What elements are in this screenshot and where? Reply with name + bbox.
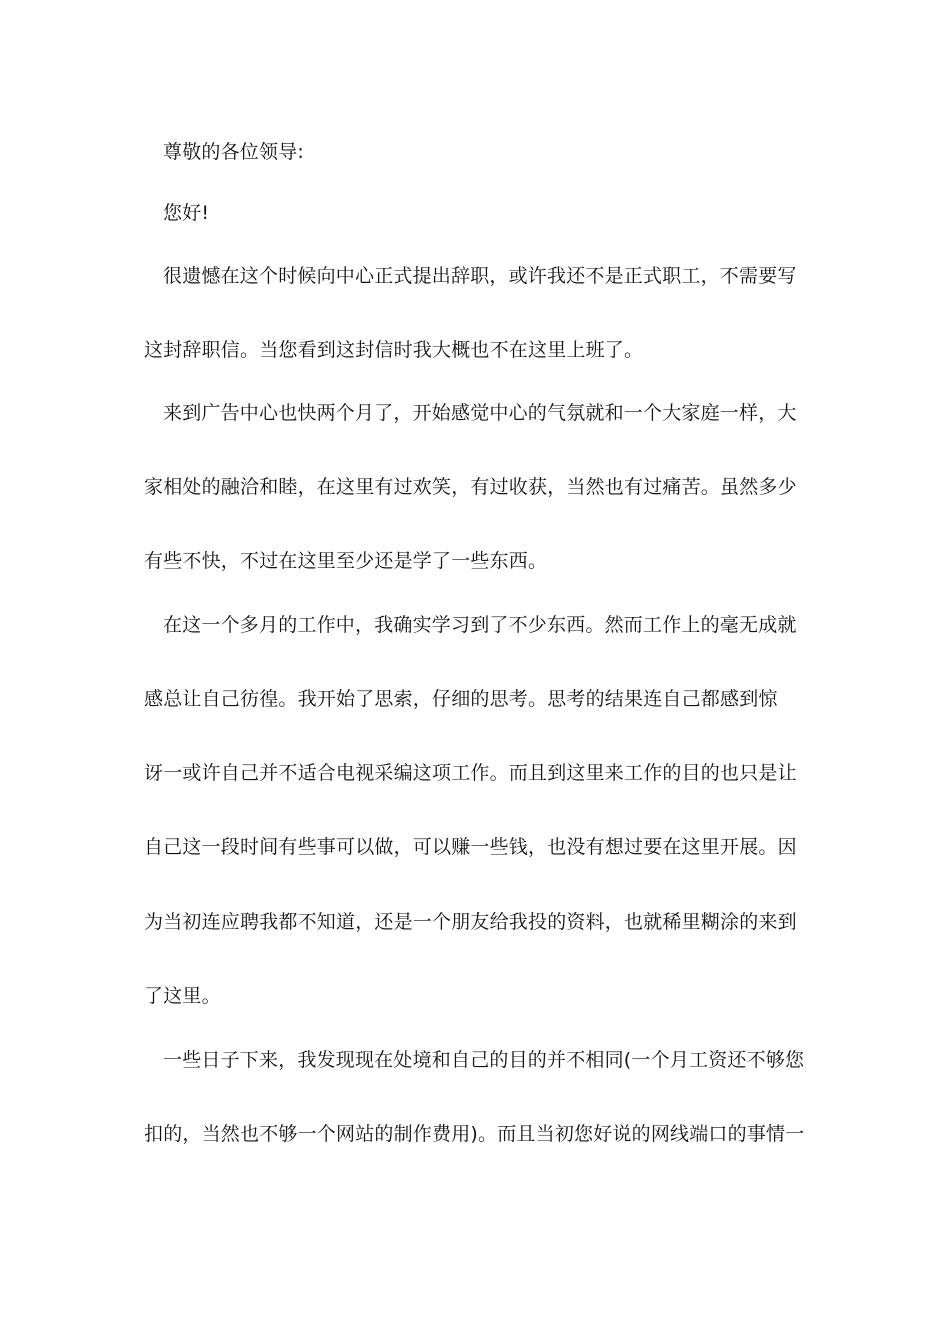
paragraph-line: 在这一个多月的工作中，我确实学习到了不少东西。然而工作上的毫无成就: [163, 614, 797, 636]
paragraph-line: 讶一或许自己并不适合电视采编这项工作。而且到这里来工作的目的也只是让: [144, 762, 797, 784]
paragraph-line: 感总让自己彷徨。我开始了思索，仔细的思考。思考的结果连自己都感到惊: [144, 688, 778, 710]
paragraph-line: 为当初连应聘我都不知道，还是一个朋友给我投的资料，也就稀里糊涂的来到: [144, 911, 797, 933]
paragraph-line: 这封辞职信。当您看到这封信时我大概也不在这里上班了。: [144, 339, 644, 361]
paragraph-line: 很遗憾在这个时候向中心正式提出辞职，或许我还不是正式职工，不需要写: [163, 265, 797, 287]
paragraph-line: 了这里。: [144, 985, 221, 1007]
paragraph-line: 有些不快，不过在这里至少还是学了一些东西。: [144, 550, 548, 572]
salutation: 尊敬的各位领导:: [163, 141, 305, 163]
paragraph-line: 自己这一段时间有些事可以做，可以赚一些钱，也没有想过要在这里开展。因: [144, 836, 797, 858]
paragraph-line: 家相处的融洽和睦，在这里有过欢笑，有过收获，当然也有过痛苦。虽然多少: [144, 476, 797, 498]
greeting: 您好!: [163, 202, 210, 224]
paragraph-line: 一些日子下来，我发现现在处境和自己的目的并不相同(一个月工资还不够您: [163, 1049, 805, 1071]
paragraph-line: 扣的，当然也不够一个网站的制作费用)。而且当初您好说的网线端口的事情一: [144, 1123, 805, 1145]
paragraph-line: 来到广告中心也快两个月了，开始感觉中心的气氛就和一个大家庭一样，大: [163, 402, 797, 424]
